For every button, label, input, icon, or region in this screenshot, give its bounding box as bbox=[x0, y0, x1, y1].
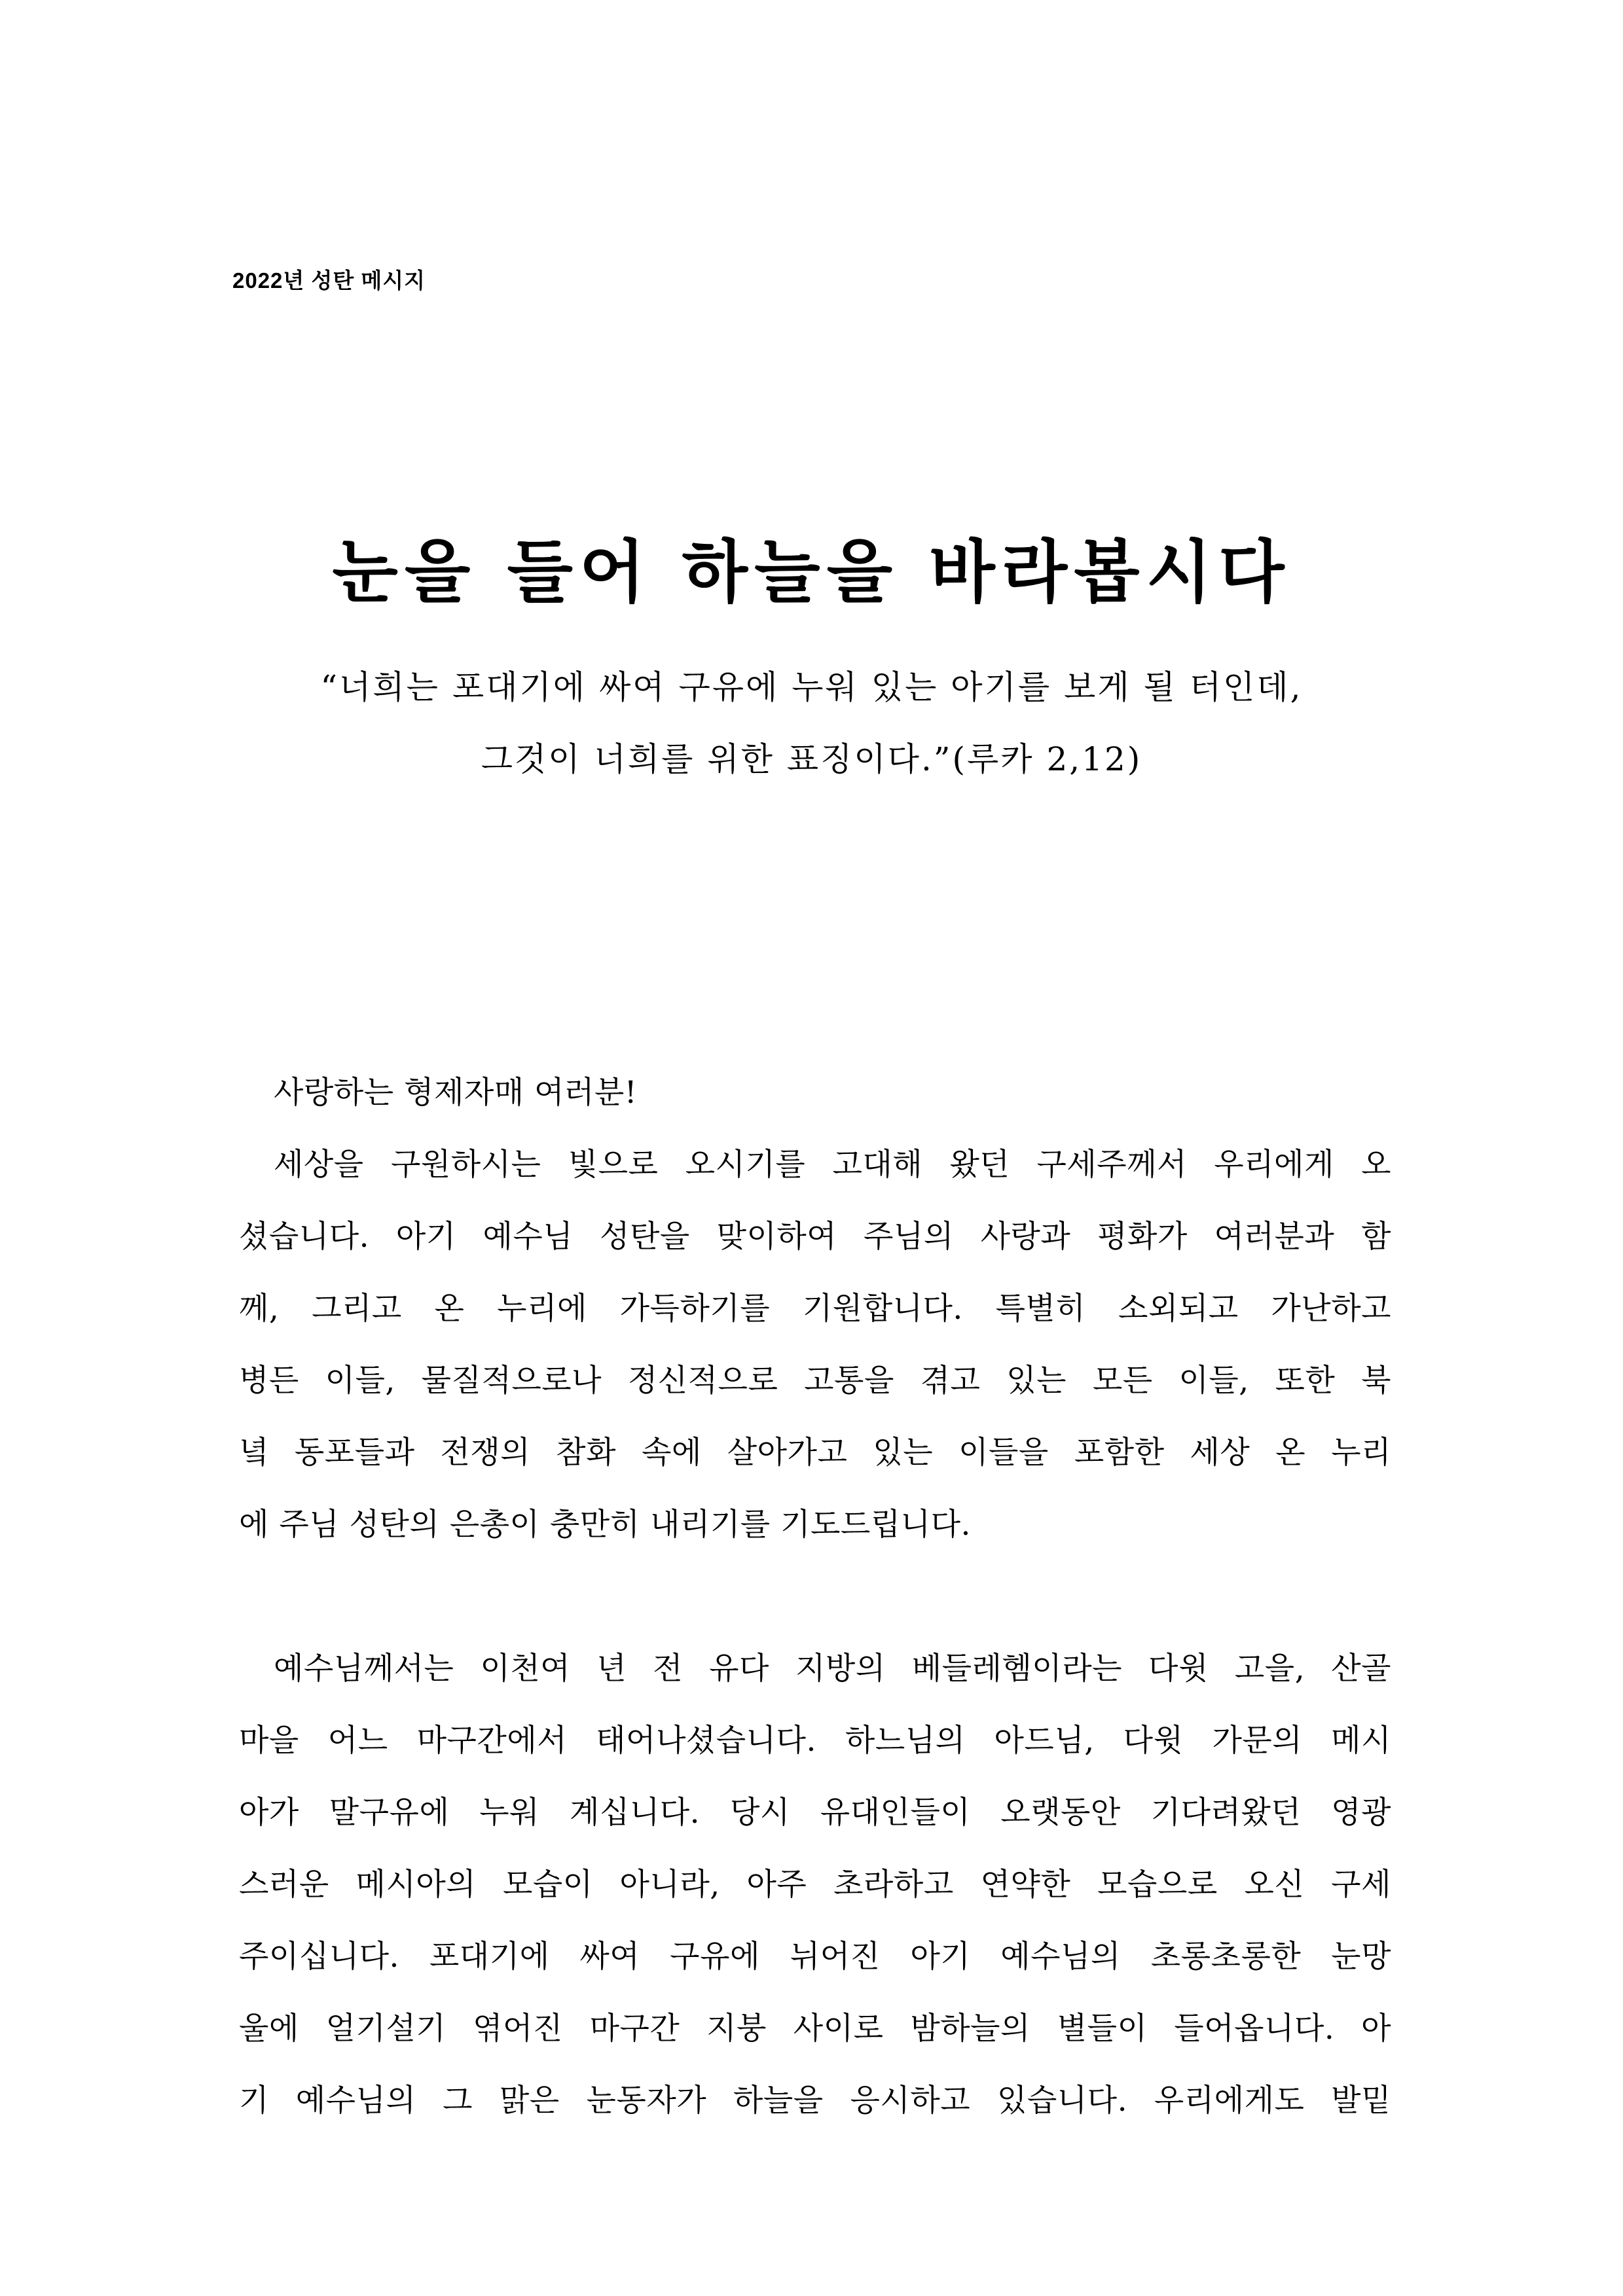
paragraph-2-line: 기 예수님의 그 맑은 눈동자가 하늘을 응시하고 있습니다. 우리에게도 발밑 bbox=[239, 2083, 1391, 2119]
paragraph-2-line: 아가 말구유에 누워 계십니다. 당시 유대인들이 오랫동안 기다려왔던 영광 bbox=[239, 1795, 1391, 1831]
paragraph-1-line: 병든 이들, 물질적으로나 정신적으로 고통을 겪고 있는 모든 이들, 또한 북 bbox=[239, 1363, 1391, 1399]
paragraph-1-line: 께, 그리고 온 누리에 가득하기를 기원합니다. 특별히 소외되고 가난하고 bbox=[239, 1291, 1391, 1327]
document-title: 눈을 들어 하늘을 바라봅시다 bbox=[332, 532, 1291, 612]
greeting-line: 사랑하는 형제자매 여러분! bbox=[274, 1075, 638, 1111]
paragraph-2-line: 스러운 메시아의 모습이 아니라, 아주 초라하고 연약한 모습으로 오신 구세 bbox=[239, 1867, 1391, 1903]
epigraph-line-1: “너희는 포대기에 싸여 구유에 누워 있는 아기를 보게 될 터인데, bbox=[320, 668, 1303, 706]
paragraph-2-line: 울에 얼기설기 엮어진 마구간 지붕 사이로 밤하늘의 별들이 들어옵니다. 아 bbox=[239, 2011, 1391, 2047]
document-header-label: 2022년 성탄 메시지 bbox=[232, 268, 426, 293]
paragraph-1-line: 셨습니다. 아기 예수님 성탄을 맞이하여 주님의 사랑과 평화가 여러분과 함 bbox=[239, 1219, 1391, 1255]
paragraph-1-line: 세상을 구원하시는 빛으로 오시기를 고대해 왔던 구세주께서 우리에게 오 bbox=[274, 1147, 1391, 1183]
paragraph-1-line: 녘 동포들과 전쟁의 참화 속에 살아가고 있는 이들을 포함한 세상 온 누리 bbox=[239, 1435, 1391, 1471]
paragraph-2-line: 주이십니다. 포대기에 싸여 구유에 뉘어진 아기 예수님의 초롱초롱한 눈망 bbox=[239, 1939, 1391, 1975]
epigraph-line-2: 그것이 너희를 위한 표징이다.”(루카 2,12) bbox=[481, 740, 1142, 778]
paragraph-1-line: 에 주님 성탄의 은총이 충만히 내리기를 기도드립니다. bbox=[239, 1507, 971, 1543]
paragraph-2-line: 예수님께서는 이천여 년 전 유다 지방의 베들레헴이라는 다윗 고을, 산골 bbox=[274, 1651, 1391, 1687]
paragraph-2-line: 마을 어느 마구간에서 태어나셨습니다. 하느님의 아드님, 다윗 가문의 메시 bbox=[239, 1723, 1391, 1759]
